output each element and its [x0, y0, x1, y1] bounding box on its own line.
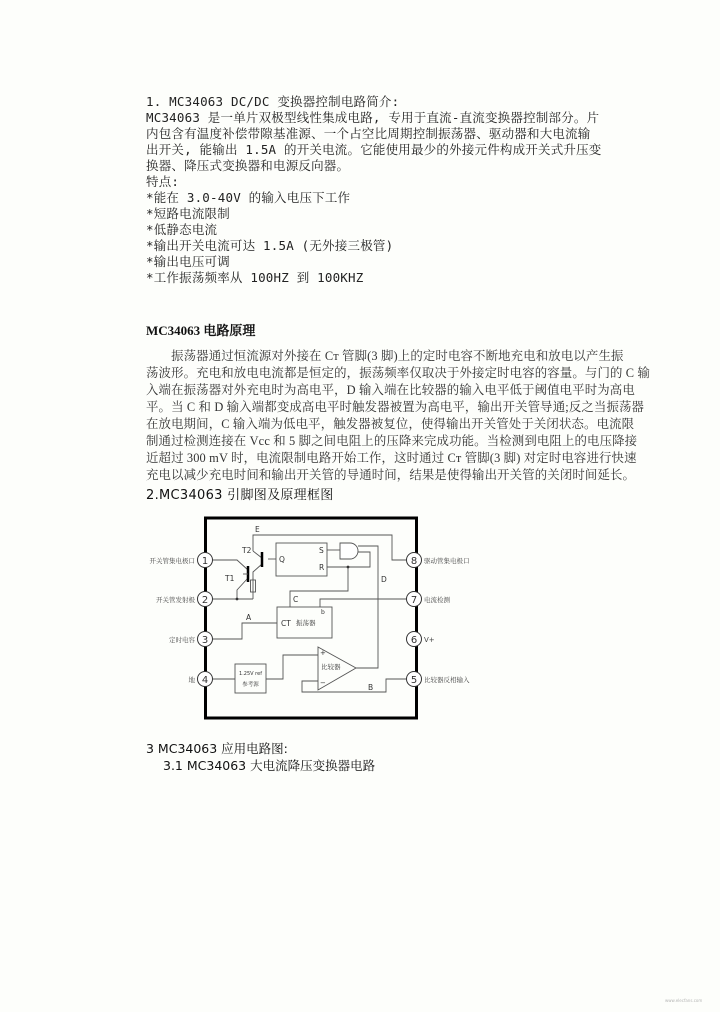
- pin-1-label: 开关管集电极口: [149, 557, 195, 565]
- pin-4: [189, 672, 213, 687]
- svg-text:1: 1: [201, 556, 209, 567]
- svg-text:6: 6: [410, 635, 418, 646]
- svg-text:3: 3: [201, 635, 209, 646]
- principle-line: 制通过检测连接在 Vcc 和 5 脚之间电阻上的压降来完成功能。当检测到电阻上的电压降接: [146, 434, 638, 448]
- section3-title: 3 MC34063 应用电路图:: [146, 741, 288, 756]
- intro-line: 换器、降压式变换器和电源反向器。: [146, 158, 350, 173]
- svg-text:2: 2: [201, 595, 209, 606]
- svg-text:R: R: [319, 563, 325, 572]
- pin-4-label: 地: [188, 676, 195, 684]
- svg-text:D: D: [381, 575, 387, 584]
- watermark: www.elecfans.com: [665, 998, 703, 1003]
- section2-title: 2.MC34063 引脚图及原理框图: [146, 488, 334, 503]
- principle-line: 充电以减少充电时间和输出开关管的导通时间，结果是使得输出开关管的关闭时间延长。: [146, 468, 636, 482]
- svg-text:−: −: [320, 679, 326, 687]
- block-diagram: [140, 505, 500, 735]
- feature-item: *低静态电流: [146, 222, 218, 237]
- svg-text:T2: T2: [242, 546, 252, 555]
- pin-1: [150, 553, 213, 568]
- intro-line: MC34063 是一单片双极型线性集成电路, 专用于直流-直流变换器控制部分。片: [146, 110, 600, 125]
- pin-8: [407, 553, 470, 568]
- pin-8-label: 驱动管集电极口: [424, 557, 470, 565]
- section1-title: 1. MC34063 DC/DC 变换器控制电路简介:: [146, 94, 400, 109]
- svg-text:C: C: [293, 595, 299, 604]
- svg-text:比较器: 比较器: [321, 663, 341, 671]
- svg-text:E: E: [255, 525, 260, 534]
- pin-3-label: 定时电容: [169, 636, 195, 644]
- intro-line: 出开关, 能输出 1.5A 的开关电流。它能使用最少的外接元件构成开关式升压变: [146, 142, 602, 157]
- svg-text:1.25V ref: 1.25V ref: [239, 671, 262, 677]
- principle-line: 入端在振荡器对外充电时为高电平，D 输入端在比较器的输入电平低于阈值电平时为高电: [146, 383, 635, 397]
- principle-line: 平。当 C 和 D 输入端都变成高电平时触发器被置为高电平，输出开关管导通;反之当振荡器: [146, 400, 645, 414]
- svg-text:振荡器: 振荡器: [296, 619, 316, 627]
- svg-text:S: S: [319, 546, 324, 555]
- section3-subtitle: 3.1 MC34063 大电流降压变换器电路: [163, 758, 376, 773]
- principle-line: 荡波形。充电和放电电流都是恒定的，振荡频率仅取决于外接定时电容的容量。与门的 C 输: [146, 366, 650, 380]
- svg-text:参考源: 参考源: [242, 682, 259, 688]
- features-label: 特点:: [146, 174, 180, 189]
- principle-line: 振荡器通过恒流源对外接在 Cт 管脚(3 脚)上的定时电容不断地充电和放电以产生振: [146, 349, 624, 363]
- chip-outline: [206, 518, 417, 718]
- and-gate-icon: [340, 543, 358, 559]
- svg-text:Q: Q: [279, 555, 285, 564]
- intro-line: 内包含有温度补偿带隙基准源、一个占空比周期控制振荡器、驱动器和大电流输: [146, 126, 591, 141]
- feature-item: *输出电压可调: [146, 254, 230, 269]
- svg-text:8: 8: [410, 556, 418, 567]
- pin-7-label: 电流检测: [424, 596, 450, 604]
- feature-item: *能在 3.0-40V 的输入电压下工作: [146, 190, 351, 205]
- pin-2-label: 开关管发射极: [156, 596, 195, 604]
- svg-text:B: B: [368, 683, 374, 692]
- svg-text:5: 5: [410, 675, 418, 686]
- principle-line: 近超过 300 mV 时，电流限制电路开始工作，这时通过 Cт 管脚(3 脚) 对定时电容进行快速: [146, 451, 637, 465]
- svg-text:7: 7: [410, 595, 418, 606]
- pin-5-label: 比较器反相输入: [424, 676, 470, 684]
- svg-text:CT: CT: [281, 619, 291, 628]
- principle-line: 在放电期间，C 输入端为低电平，触发器被复位，使得输出开关管处于关闭状态。电流限: [146, 417, 635, 431]
- pin-6-label: V+: [424, 636, 435, 644]
- pin-3: [169, 632, 213, 647]
- pin-2: [156, 592, 213, 607]
- feature-item: *输出开关电流可达 1.5A (无外接三极管): [146, 238, 394, 253]
- pin-7: [407, 592, 451, 607]
- svg-text:T1: T1: [225, 574, 235, 583]
- svg-text:A: A: [246, 613, 252, 622]
- pin-5: [407, 672, 471, 687]
- pin-6: [407, 632, 435, 647]
- feature-item: *短路电流限制: [146, 206, 230, 221]
- feature-item: *工作振荡频率从 100HZ 到 100KHZ: [146, 270, 364, 285]
- svg-text:b: b: [321, 609, 325, 616]
- svg-text:4: 4: [201, 675, 209, 686]
- svg-text:+: +: [320, 649, 326, 657]
- principle-title: MC34063 电路原理: [146, 323, 256, 338]
